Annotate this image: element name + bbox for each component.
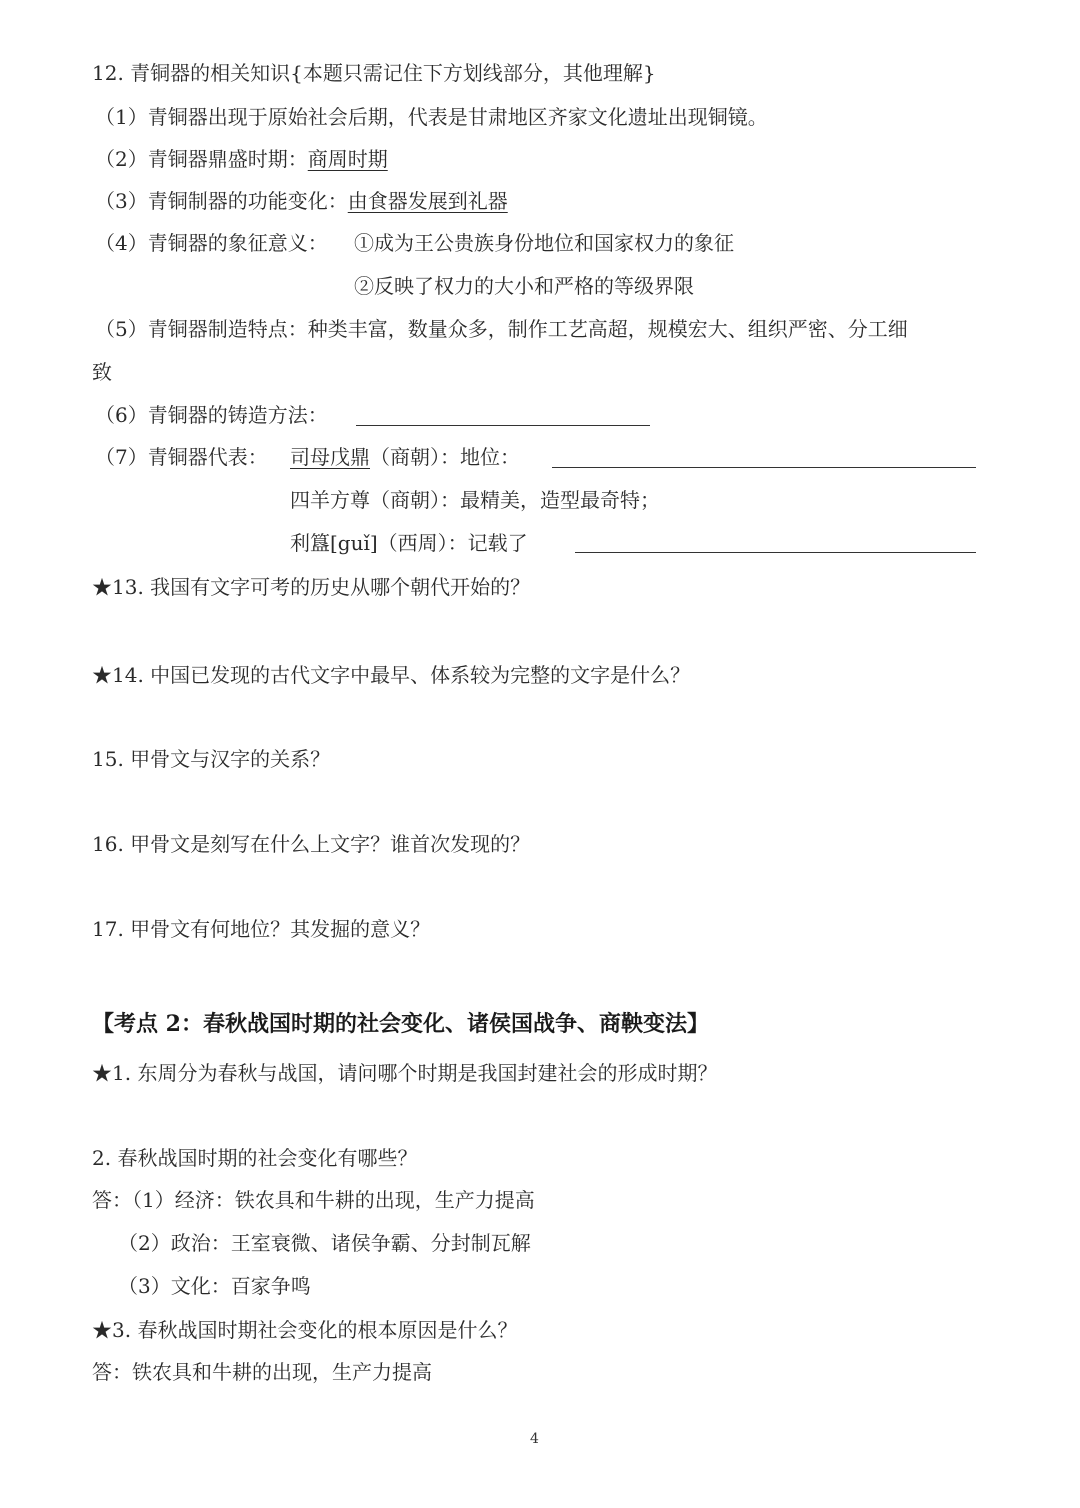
q12-item-7-rep1 [290,447,520,467]
section-2-q1: ★1. 东周分为春秋与战国，请问哪个时期是我国封建社会的形成时期？ [92,1061,718,1085]
q12-item-6: （6）青铜器的铸造方法： [95,403,328,427]
q12-item-2-label: （2）青铜器鼎盛时期： [95,147,308,171]
q12-title: 12. 青铜器的相关知识{本题只需记住下方划线部分，其他理解} [92,61,656,85]
section-2-q2-answer-2: （2）政治：王室衰微、诸侯争霸、分封制瓦解 [118,1231,531,1255]
q12-item-7-rep2: 四羊方尊（商朝）：最精美，造型最奇特； [290,488,660,512]
answer-blank-status [552,467,976,468]
section-2-q2: 2. 春秋战国时期的社会变化有哪些？ [92,1146,418,1170]
question-16: 16. 甲骨文是刻写在什么上文字？谁首次发现的？ [92,832,531,856]
section-2-heading: 【考点 2：春秋战国时期的社会变化、诸侯国战争、商鞅变法】 [92,1011,709,1037]
q12-item-3 [95,191,508,211]
answer-blank-record [575,552,976,553]
question-15: 15. 甲骨文与汉字的关系？ [92,747,331,771]
question-13: ★13. 我国有文字可考的历史从哪个朝代开始的？ [92,575,531,599]
q12-item-2-answer: 商周时期 [307,147,388,171]
q12-item-3-label: （3）青铜制器的功能变化： [95,189,348,213]
section-2-q2-answer-3: （3）文化：百家争鸣 [118,1274,311,1298]
question-14: ★14. 中国已发现的古代文字中最早、体系较为完整的文字是什么？ [92,663,691,687]
q12-item-5: （5）青铜器制造特点：种类丰富，数量众多，制作工艺高超，规模宏大、组织严密、分工细 [95,317,908,341]
q12-item-3-answer: 由食器发展到礼器 [347,189,508,213]
rep1-name: 司母戊鼎 [290,445,370,469]
section-2-q2-answer-1: 答：（1）经济：铁农具和牛耕的出现，生产力提高 [92,1188,535,1212]
page-number: 4 [530,1431,539,1447]
q12-item-2 [95,149,388,169]
q12-item-1: （1）青铜器出现于原始社会后期，代表是甘肃地区齐家文化遗址出现铜镜。 [95,105,768,129]
rep1-rest: （商朝）：地位： [370,445,520,469]
q12-item-4-part1: ①成为王公贵族身份地位和国家权力的象征 [354,231,734,255]
answer-blank-casting [356,425,650,426]
section-2-q3-answer: 答：铁农具和牛耕的出现，生产力提高 [92,1360,432,1384]
question-17: 17. 甲骨文有何地位？其发掘的意义？ [92,917,431,941]
q12-item-4-part2: ②反映了权力的大小和严格的等级界限 [354,274,694,298]
q12-item-5-cont: 致 [92,360,112,384]
section-2-q3: ★3. 春秋战国时期社会变化的根本原因是什么？ [92,1318,518,1342]
q12-item-7-label: （7）青铜器代表： [95,445,268,469]
q12-item-4-label: （4）青铜器的象征意义： [95,231,328,255]
q12-item-7-rep3: 利簋[guǐ]（西周）：记载了 [290,531,528,555]
